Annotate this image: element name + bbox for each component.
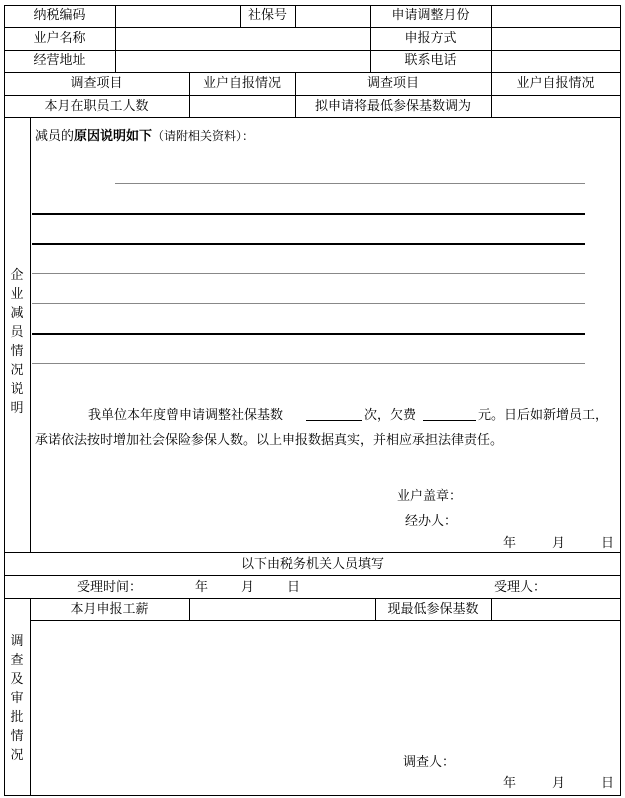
adjust-month-field[interactable] [492,6,619,27]
social-security-label: 社保号 [247,8,287,23]
statement-yuan-text: 元。日后如新增员工， [478,408,609,423]
reduction-year-label: 年 [503,536,517,551]
current-min-base-field[interactable] [492,599,619,620]
monthly-wage-label: 本月申报工薪 [70,602,149,617]
monthly-wage-field[interactable] [190,599,374,620]
statement-line-1: 我单位本年度曾申请调整社保基数 [88,408,284,423]
received-month-label: 月 [241,580,255,595]
reason-heading: 减员的原因说明如下（请附相关资料）： [35,129,255,144]
business-name-label: 业户名称 [33,31,86,46]
approval-side-label: 调 查 及 审 批 情 况 [10,634,24,763]
phone-field[interactable] [492,51,619,72]
social-security-field[interactable] [296,6,369,27]
business-address-field[interactable] [116,51,369,72]
employees-this-month-label: 本月在职员工人数 [44,99,149,114]
report-method-label: 申报方式 [404,31,457,46]
reason-text-area[interactable] [32,150,588,368]
seal-label: 业户盖章： [397,489,463,504]
phone-label: 联系电话 [404,53,457,68]
planned-base-label: 拟申请将最低参保基数调为 [314,99,471,114]
investigator-label: 调查人： [403,755,456,770]
report-method-field[interactable] [492,28,619,50]
received-day-label: 日 [287,580,301,595]
approval-day-label: 日 [601,776,615,791]
reduction-side-label: 企 业 减 员 情 况 说 明 [10,268,24,416]
receiver-label: 受理人： [494,580,547,595]
statement-times-text: 次，欠费 [364,408,417,423]
statement-line-2: 承诺依法按时增加社会保险参保人数。以上申报数据真实，并相应承担法律责任。 [35,433,504,448]
adjust-month-label: 申请调整月份 [391,8,470,23]
handler-label: 经办人： [405,514,458,529]
received-year-label: 年 [195,580,209,595]
survey-item-header-1: 调查项目 [70,76,123,91]
reduction-month-label: 月 [552,536,566,551]
self-report-header-1: 业户自报情况 [202,76,281,91]
planned-base-field[interactable] [492,96,619,117]
reduction-day-label: 日 [601,536,615,551]
survey-item-header-2: 调查项目 [366,76,419,91]
arrears-amount-blank[interactable] [423,406,476,421]
approval-text-area[interactable] [32,622,618,747]
approval-month-label: 月 [552,776,566,791]
business-address-label: 经营地址 [33,53,86,68]
taxpayer-code-label: 纳税编码 [33,8,86,23]
adjust-count-blank[interactable] [306,406,362,421]
current-min-base-label: 现最低参保基数 [387,602,479,617]
approval-year-label: 年 [503,776,517,791]
tax-office-banner: 以下由税务机关人员填写 [240,557,384,572]
business-name-field[interactable] [116,28,369,50]
taxpayer-code-field[interactable] [116,6,239,27]
received-time-label: 受理时间： [77,580,143,595]
self-report-header-2: 业户自报情况 [516,76,595,91]
employees-this-month-field[interactable] [190,96,294,117]
